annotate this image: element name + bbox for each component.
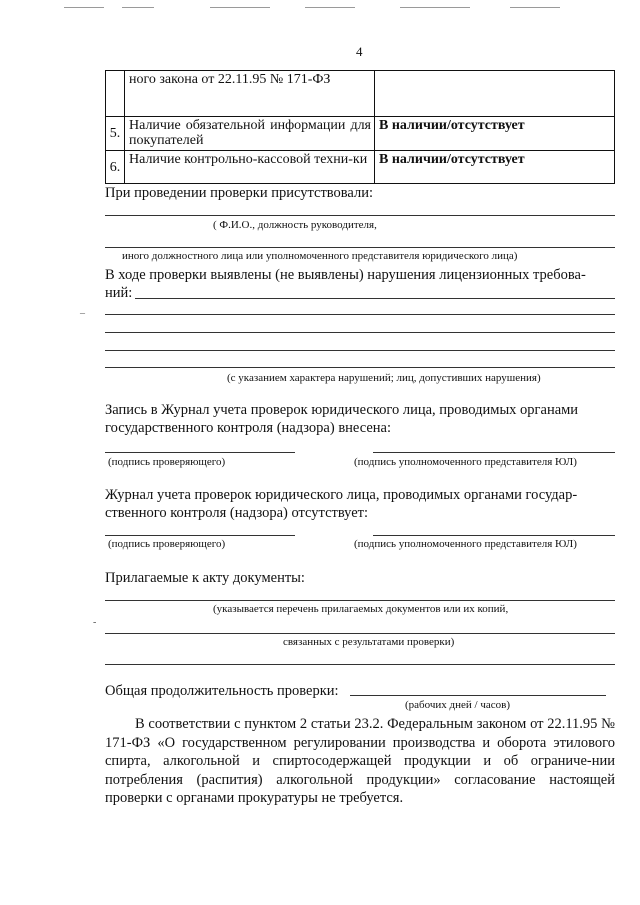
row-value: В наличии/отсутствует xyxy=(375,117,615,151)
row-description: Наличие контрольно-кассовой техни-ки xyxy=(125,151,375,184)
violations-caption: (с указанием характера нарушений; лиц, допустивших нарушения) xyxy=(227,372,541,384)
fill-line xyxy=(105,664,615,665)
signature-line xyxy=(373,452,615,453)
violations-text: В ходе проверки выявлены (не выявлены) нарушения лицензионных требова- xyxy=(105,267,586,283)
signature-caption: (подпись уполномоченного представителя ЮЛ) xyxy=(354,538,577,550)
row-description: ного закона от 22.11.95 № 171-ФЗ xyxy=(125,71,375,117)
fill-line xyxy=(135,298,615,299)
signature-line xyxy=(105,452,295,453)
signature-caption: (подпись проверяющего) xyxy=(108,538,226,550)
attachments-caption: связанных с результатами проверки) xyxy=(283,636,455,648)
duration-label: Общая продолжительность проверки: xyxy=(105,683,339,699)
journal-absent-text: ственного контроля (надзора) отсутствует: xyxy=(105,505,369,521)
scan-artifact xyxy=(210,7,270,8)
attendees-caption: иного должностного лица или уполномоченного представителя юридического лица) xyxy=(122,250,518,262)
violations-text: ний: xyxy=(105,285,133,301)
fill-line xyxy=(105,215,615,216)
signature-caption: (подпись уполномоченного представителя ЮЛ) xyxy=(354,456,577,468)
row-description: Наличие обязательной информации для покупателей xyxy=(125,117,375,151)
row-number xyxy=(106,71,125,117)
signature-caption: (подпись проверяющего) xyxy=(108,456,226,468)
scan-artifact xyxy=(400,7,470,8)
scan-artifact xyxy=(510,7,560,8)
fill-line xyxy=(105,633,615,634)
fill-line xyxy=(105,367,615,368)
attendees-heading: При проведении проверки присутствовали: xyxy=(105,185,374,201)
table-row xyxy=(106,117,615,151)
scan-artifact xyxy=(305,7,355,8)
row-value xyxy=(375,71,615,117)
final-paragraph: В соответствии с пунктом 2 статьи 23.2. Федеральным законом от 22.11.95 № 171-ФЗ «О государственном регулировании производства и оборота этилового спирта, алкогольной и спиртосодержащей продукции и об ограниче-нии потребления (распития) алкогольной продукции» согласование настоящей проверки с органами прокуратуры не требуется. xyxy=(105,716,615,806)
row-number: 6. xyxy=(106,151,125,184)
fill-line xyxy=(350,695,606,696)
attendees-caption: ( Ф.И.О., должность руководителя, xyxy=(213,219,377,231)
fill-line xyxy=(105,350,615,351)
fill-line xyxy=(105,314,615,315)
signature-line xyxy=(105,535,295,536)
duration-caption: (рабочих дней / часов) xyxy=(405,699,510,711)
checklist-table xyxy=(105,70,615,184)
fill-line xyxy=(105,332,615,333)
attachments-caption: (указывается перечень прилагаемых документов или их копий, xyxy=(213,603,509,615)
fill-line xyxy=(105,600,615,601)
fill-line xyxy=(105,247,615,248)
table-row xyxy=(106,71,615,117)
signature-line xyxy=(373,535,615,536)
page-number: 4 xyxy=(356,44,363,59)
row-value: В наличии/отсутствует xyxy=(375,151,615,184)
attachments-heading: Прилагаемые к акту документы: xyxy=(105,570,305,586)
scan-artifact xyxy=(122,7,154,8)
journal-entry-text: Запись в Журнал учета проверок юридического лица, проводимых органами xyxy=(105,402,579,418)
table-row xyxy=(106,151,615,184)
row-number: 5. xyxy=(106,117,125,151)
journal-absent-text: Журнал учета проверок юридического лица, проводимых органами государ- xyxy=(105,487,578,503)
journal-entry-text: государственного контроля (надзора) внесена: xyxy=(105,420,391,436)
scan-artifact xyxy=(64,7,104,8)
document-page: 4 ного закона от 22.11.95 № 171-ФЗ 5. Наличие обязательной информации для покупателей В наличии/отсутствует 6. Наличие контрольно-кассовой техни-ки В наличии/отсутствует При проведении проверки присутствовали: ( Ф.И.О., должность руководителя, иного должностного лица или уполномоченного представителя юридического лица) В ходе проверки выявлены (не выявлены) нарушения лицензионных требова- ний: – (с указанием характера нарушений; лиц, допустивших нарушения) Запись в Журнал учета проверок юридического лица, проводимых органами государственного контроля (надзора) внесена: (подпись проверяющего) (подпись уполномоченного представителя ЮЛ) Журнал учета проверок юридического лица, проводимых органами государ- ственного контроля (надзора) отсутствует: (подпись проверяющего) (подпись уполномоченного представителя ЮЛ) Прилагаемые к акту документы: (указывается перечень прилагаемых документов или их копий, - связанных с результатами проверки) Общая продолжительность проверки: (рабочих дней / часов) В соответствии с пунктом 2 статьи 23.2. Федеральным законом от 22.11.95 № 171-ФЗ «О государственном регулировании производства и оборота этилового спирта, алкогольной и спиртосодержащей продукции и об ограниче-нии потребления (распития) алкогольной продукции» согласование настоящей проверки с органами прокуратуры не требуется. xyxy=(0,0,640,905)
